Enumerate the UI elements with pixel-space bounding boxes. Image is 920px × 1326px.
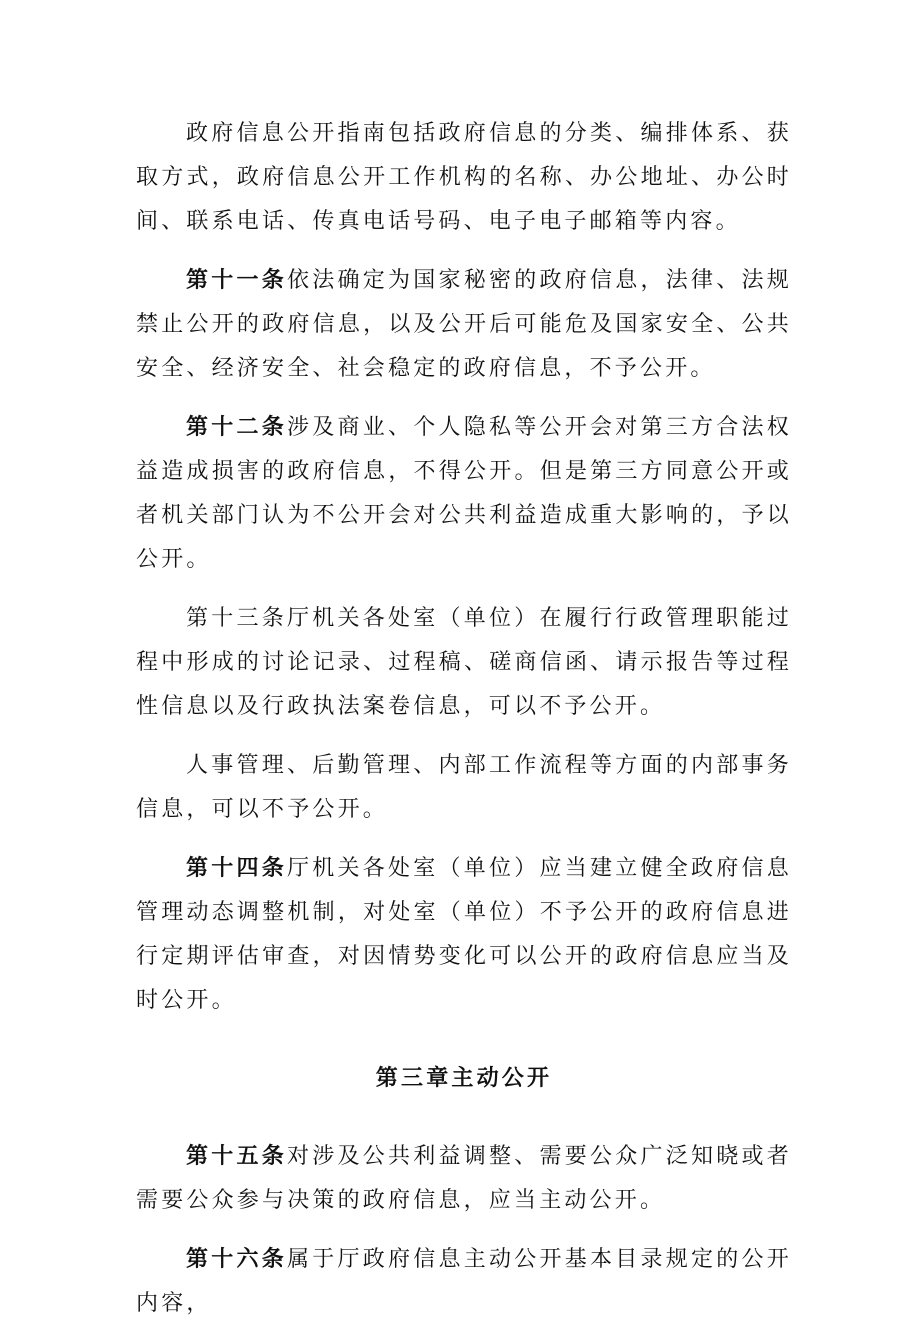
paragraph-text: 涉及商业、个人隐私等公开会对第三方合法权益造成损害的政府信息，不得公开。但是第三方同意公开或者机关部门认为不公开会对公共利益造成重大影响的，予以公开。 — [136, 415, 792, 572]
paragraph-text: 人事管理、后勤管理、内部工作流程等方面的内部事务信息，可以不予公开。 — [136, 753, 792, 822]
paragraph-article-16 — [136, 1238, 792, 1326]
article-number: 第十五条 — [186, 1144, 288, 1169]
paragraph-article-11 — [136, 259, 792, 391]
paragraph-text: 厅机关各处室（单位）应当建立健全政府信息管理动态调整机制，对处室（单位）不予公开的政府信息进行定期评估审查，对因情势变化可以公开的政府信息应当及时公开。 — [136, 856, 792, 1013]
paragraph-text: 属于厅政府信息主动公开基本目录规定的公开内容， — [136, 1247, 792, 1316]
article-number: 第十二条 — [186, 415, 288, 440]
paragraph-guide-contents — [136, 112, 792, 244]
paragraph-article-13 — [136, 597, 792, 729]
paragraph-article-12 — [136, 406, 792, 582]
article-number: 第十六条 — [186, 1247, 288, 1272]
article-number: 第十四条 — [186, 856, 288, 881]
paragraph-text: 政府信息公开指南包括政府信息的分类、编排体系、获取方式，政府信息公开工作机构的名称、办公地址、办公时间、联系电话、传真电话号码、电子电子邮箱等内容。 — [136, 121, 792, 234]
document-body — [136, 112, 792, 1326]
paragraph-article-15 — [136, 1135, 792, 1223]
article-number: 第十一条 — [186, 268, 288, 293]
paragraph-internal-affairs — [136, 744, 792, 832]
paragraph-text: 依法确定为国家秘密的政府信息，法律、法规禁止公开的政府信息，以及公开后可能危及国家安全、公共安全、经济安全、社会稳定的政府信息，不予公开。 — [136, 268, 792, 381]
paragraph-text: 第十三条厅机关各处室（单位）在履行行政管理职能过程中形成的讨论记录、过程稿、磋商信函、请示报告等过程性信息以及行政执法案卷信息，可以不予公开。 — [136, 606, 792, 719]
paragraph-text: 对涉及公共利益调整、需要公众广泛知晓或者需要公众参与决策的政府信息，应当主动公开。 — [136, 1144, 792, 1213]
paragraph-article-14 — [136, 847, 792, 1023]
chapter-heading: 第三章主动公开 — [375, 1066, 553, 1091]
